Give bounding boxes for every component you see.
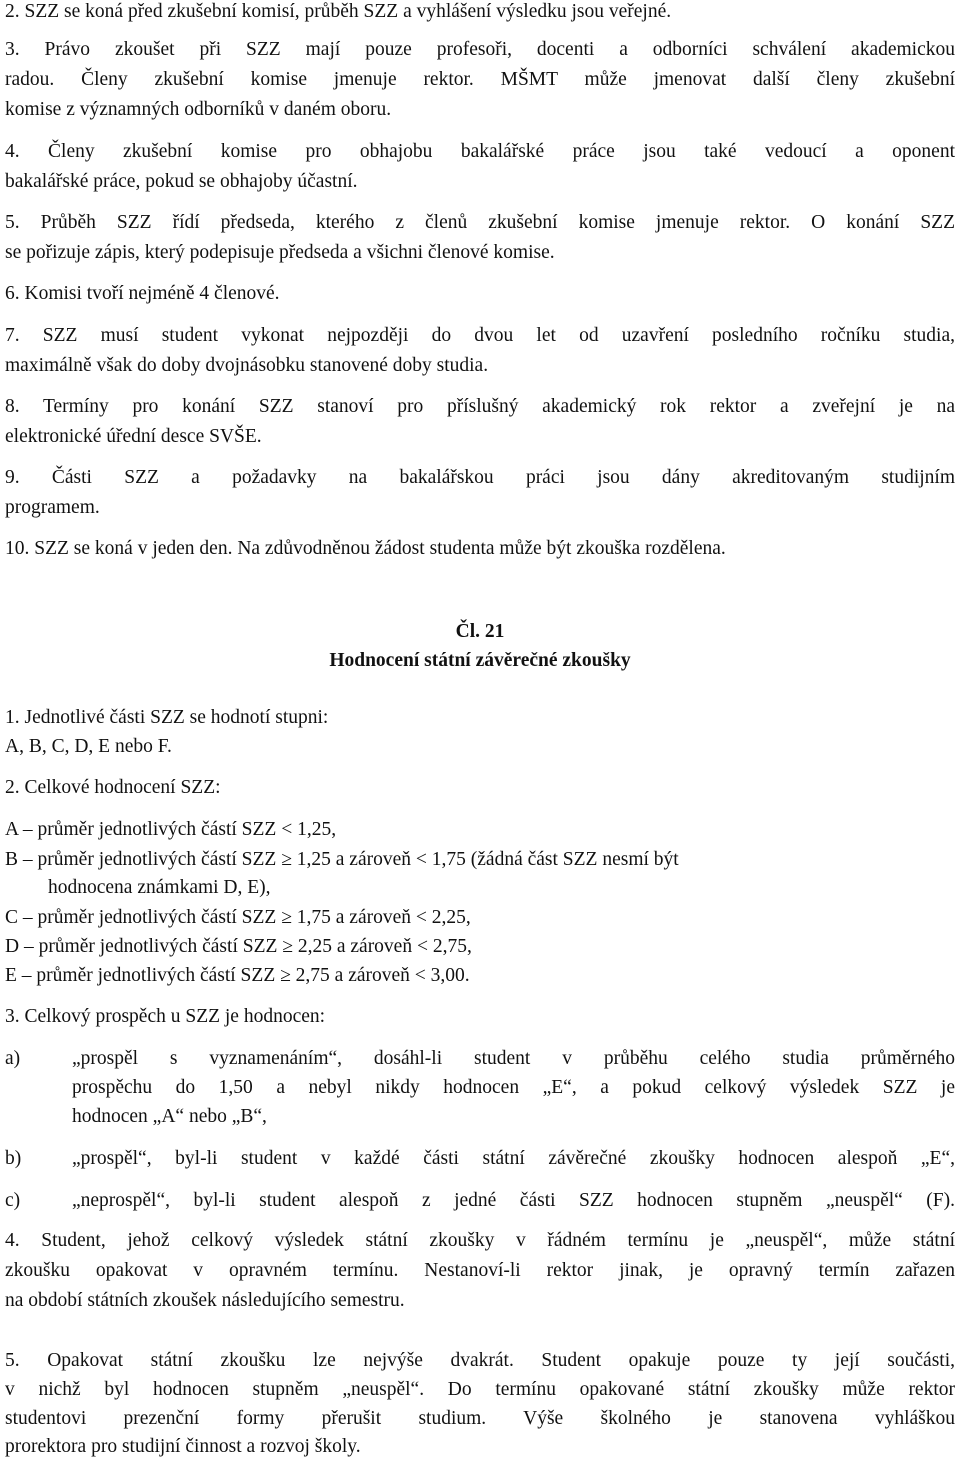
paragraph-6-line-1: 6. Komisi tvoří nejméně 4 členové.	[5, 283, 280, 304]
paragraph-8-line-2: elektronické úřední desce SVŠE.	[5, 426, 262, 447]
paragraph-3-line-1: 3. Právo zkoušet při SZZ mají pouze profesoři, docenti a odborníci schválení akademickou	[5, 39, 955, 60]
paragraph-5-line-2: se pořizuje zápis, který podepisuje předseda a všichni členové komise.	[5, 242, 555, 263]
section-5-line-2: v nichž byl hodnocen stupněm „neuspěl“. Do termínu opakované státní zkoušky může rektor	[5, 1379, 955, 1400]
section-4-line-2: zkoušku opakovat v opravném termínu. Nestanoví-li rektor jinak, je opravný termín zařazen	[5, 1260, 955, 1281]
paragraph-3-line-3: komise z významných odborníků v daném oboru.	[5, 99, 392, 120]
item-b-label: b)	[5, 1148, 22, 1169]
paragraph-5-line-1: 5. Průběh SZZ řídí předseda, kterého z členů zkušební komise jmenuje rektor. O konání SZZ	[5, 212, 955, 233]
section-5-line-4: prorektora pro studijní činnost a rozvoj školy.	[5, 1436, 361, 1457]
item-b-line-1: „prospěl“, byl-li student v každé části státní závěrečné zkoušky hodnocen alespoň „E“,	[72, 1148, 955, 1169]
section-5-line-1: 5. Opakovat státní zkoušku lze nejvýše dvakrát. Student opakuje pouze ty její součásti,	[5, 1350, 955, 1371]
section-4-line-1: 4. Student, jehož celkový výsledek státní zkoušky v řádném termínu je „neuspěl“, může státní	[5, 1230, 955, 1251]
article-title: Hodnocení státní závěrečné zkoušky	[329, 650, 631, 671]
item-a-label: a)	[5, 1048, 21, 1069]
section-1-line-1: 1. Jednotlivé části SZZ se hodnotí stupni:	[5, 707, 329, 728]
grade-c-line: C – průměr jednotlivých částí SZZ ≥ 1,75 a zároveň < 2,25,	[5, 907, 471, 928]
paragraph-2-line-1: 2. SZZ se koná před zkušební komisí, průběh SZZ a vyhlášení výsledku jsou veřejné.	[5, 1, 672, 22]
section-2-heading: 2. Celkové hodnocení SZZ:	[5, 777, 221, 798]
item-c-label: c)	[5, 1190, 21, 1211]
item-a-line-2: prospěchu do 1,50 a nebyl nikdy hodnocen „E“, a pokud celkový výsledek SZZ je	[72, 1077, 955, 1098]
grade-e-line: E – průměr jednotlivých částí SZZ ≥ 2,75 a zároveň < 3,00.	[5, 965, 470, 986]
grade-b-line-1: B – průměr jednotlivých částí SZZ ≥ 1,25 a zároveň < 1,75 (žádná část SZZ nesmí být	[5, 849, 679, 870]
paragraph-3-line-2: radou. Členy zkušební komise jmenuje rektor. MŠMT může jmenovat další členy zkušební	[5, 69, 955, 90]
grade-b-line-2: hodnocena známkami D, E),	[48, 877, 271, 898]
paragraph-9-line-2: programem.	[5, 497, 100, 518]
paragraph-9-line-1: 9. Části SZZ a požadavky na bakalářskou práci jsou dány akreditovaným studijním	[5, 467, 955, 488]
paragraph-7-line-2: maximálně však do doby dvojnásobku stanovené doby studia.	[5, 355, 489, 376]
paragraph-7-line-1: 7. SZZ musí student vykonat nejpozději do dvou let od uzavření posledního ročníku studia,	[5, 325, 955, 346]
paragraph-8-line-1: 8. Termíny pro konání SZZ stanoví pro příslušný akademický rok rektor a zveřejní je na	[5, 396, 955, 417]
section-1-line-2: A, B, C, D, E nebo F.	[5, 736, 172, 757]
grade-d-line: D – průměr jednotlivých částí SZZ ≥ 2,25 a zároveň < 2,75,	[5, 936, 472, 957]
section-4-line-3: na období státních zkoušek následujícího semestru.	[5, 1290, 405, 1311]
section-3-heading: 3. Celkový prospěch u SZZ je hodnocen:	[5, 1006, 326, 1027]
section-5-line-3: studentovi prezenční formy přerušit studium. Výše školného je stanovena vyhláškou	[5, 1408, 955, 1429]
article-number: Čl. 21	[455, 621, 505, 642]
paragraph-10-line-1: 10. SZZ se koná v jeden den. Na zdůvodněnou žádost studenta může být zkouška rozdělena.	[5, 538, 726, 559]
item-a-line-3: hodnocen „A“ nebo „B“,	[72, 1106, 267, 1127]
item-c-line-1: „neprospěl“, byl-li student alespoň z jedné části SZZ hodnocen stupněm „neuspěl“ (F).	[72, 1190, 955, 1211]
grade-a-line: A – průměr jednotlivých částí SZZ < 1,25,	[5, 819, 337, 840]
paragraph-4-line-2: bakalářské práce, pokud se obhajoby účastní.	[5, 171, 358, 192]
item-a-line-1: „prospěl s vyznamenáním“, dosáhl-li student v průběhu celého studia průměrného	[72, 1048, 955, 1069]
paragraph-4-line-1: 4. Členy zkušební komise pro obhajobu bakalářské práce jsou také vedoucí a oponent	[5, 141, 955, 162]
